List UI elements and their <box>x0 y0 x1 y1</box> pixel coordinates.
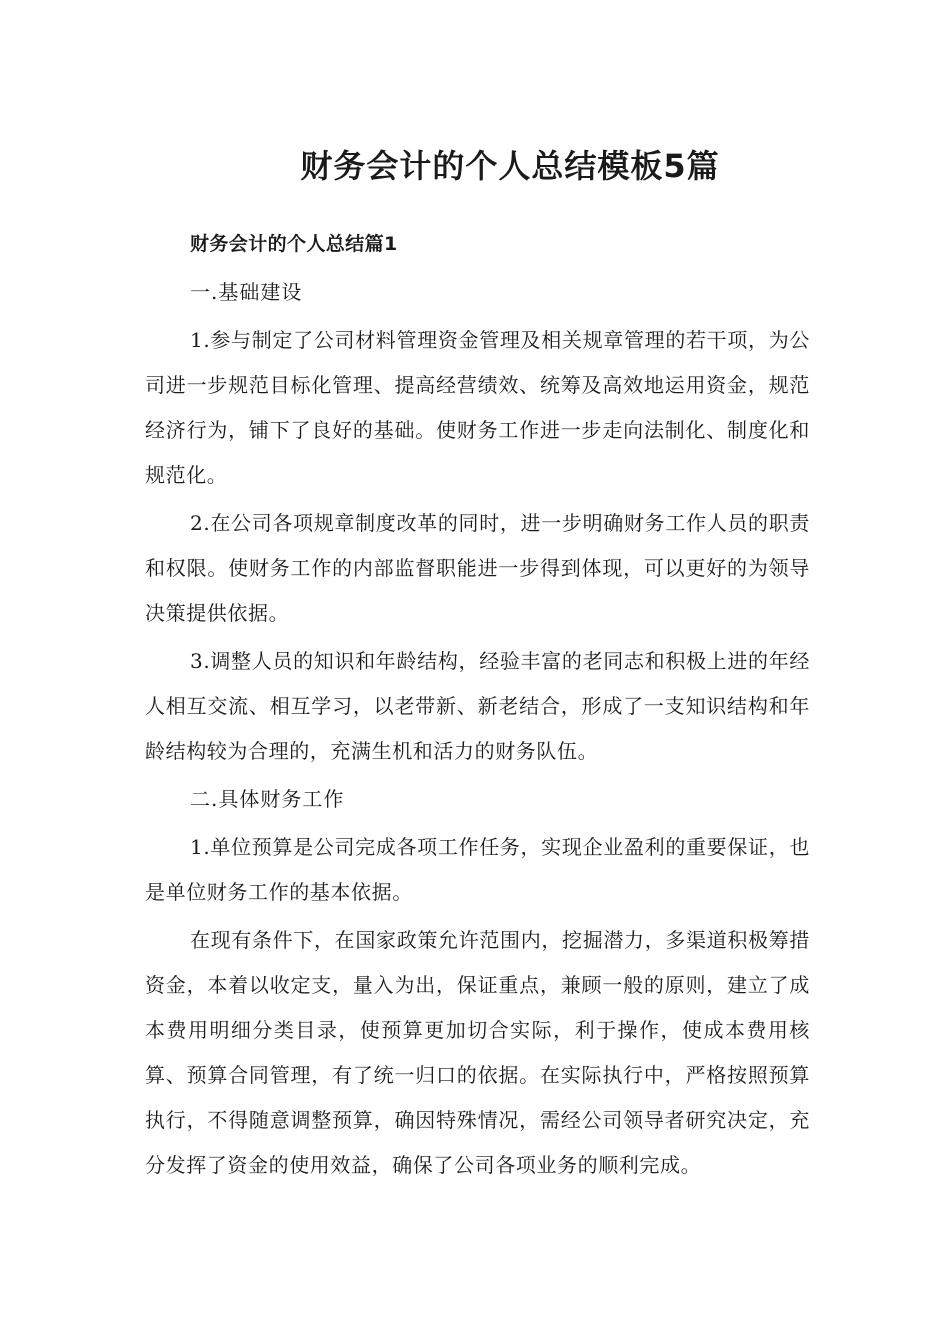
section-title: 财务会计的个人总结篇1 <box>190 233 398 255</box>
paragraph: 2.在公司各项规章制度改革的同时，进一步明确财务工作人员的职责和权限。使财务工作的内部监督职能进一步得到体现，可以更好的为领导决策提供依据。 <box>145 511 810 625</box>
heading-specific-work: 二.具体财务工作 <box>190 787 345 811</box>
paragraph: 1.单位预算是公司完成各项工作任务，实现企业盈利的重要保证，也是单位财务工作的基本依据。 <box>145 835 810 904</box>
paragraph: 1.参与制定了公司材料管理资金管理及相关规章管理的若干项，为公司进一步规范目标化管理、提高经营绩效、统筹及高效地运用资金，规范经济行为，铺下了良好的基础。使财务工作进一步走向法制化、制度化和规范化。 <box>145 328 810 487</box>
document-body <box>145 222 810 1188</box>
paragraph: 3.调整人员的知识和年龄结构，经验丰富的老同志和积极上进的年经人相互交流、相互学习，以老带新、新老结合，形成了一支知识结构和年龄结构较为合理的，充满生机和活力的财务队伍。 <box>145 649 810 763</box>
document-title: 财务会计的个人总结模板5篇 <box>300 147 720 185</box>
paragraph: 在现有条件下，在国家政策允许范围内，挖掘潜力，多渠道积极筹措资金，本着以收定支，量入为出，保证重点，兼顾一般的原则，建立了成本费用明细分类目录，使预算更加切合实际，利于操作，使成本费用核算、预算合同管理，有了统一归口的依据。在实际执行中，严格按照预算执行，不得随意调整预算，确因特殊情况，需经公司领导者研究决定，充分发挥了资金的使用效益，确保了公司各项业务的顺利完成。 <box>145 928 810 1177</box>
heading-basic-construction: 一.基础建设 <box>190 280 303 304</box>
